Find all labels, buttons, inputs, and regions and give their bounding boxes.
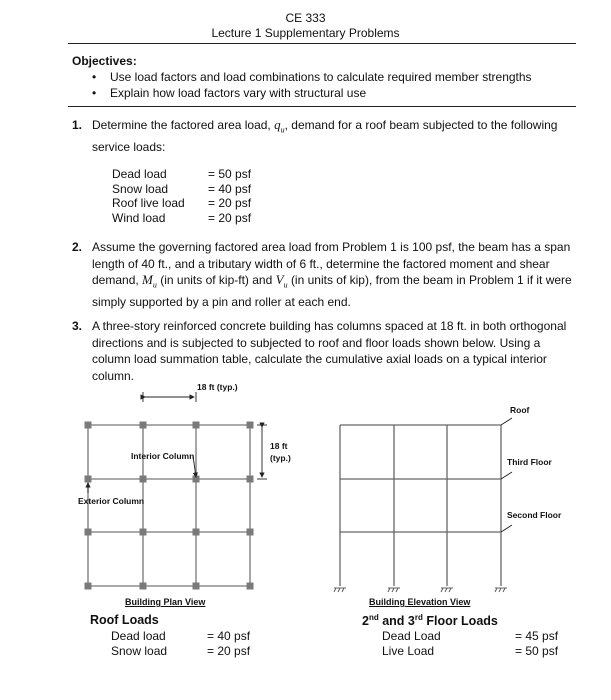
document-title: CE 333 [285, 11, 326, 25]
problem-2: 2. Assume the governing factored area load from Problem 1 is 100 psf, the beam has a span length of 40 ft., and a tributary width of 6 ft., determine the factored moment and shear demand, $M_u$ (in units of kip-ft) and $V_u$ (in units of kip), from the beam in Problem 1 if it were simply supported by a pin and roller at each end. [72, 240, 572, 310]
problem-1: 1. Determine the factored area load, $q_u$, demand for a roof beam subjected to the following service loads: [72, 117, 558, 155]
objectives-title: Objectives: [72, 54, 137, 68]
floor-load-value: = 45 psf [515, 629, 559, 643]
roof-load-name: Snow load [111, 644, 168, 658]
floor-loads-title: 2nd and 3rd Floor Loads [362, 613, 498, 629]
q-symbol: $q_u$ [274, 117, 285, 135]
floor-load-name: Live Load [382, 644, 435, 658]
second-floor-label: Second Floor [507, 510, 562, 520]
load-value: = 50 psf [208, 167, 252, 181]
load-value: = 40 psf [208, 181, 252, 196]
elevation-frame [340, 425, 501, 586]
problem-number: 3. [72, 319, 83, 333]
exterior-column-label: Exterior Column [78, 496, 145, 506]
document-subtitle: Lecture 1 Supplementary Problems [211, 26, 400, 40]
load-name: Dead load [112, 167, 167, 181]
fixed-supports [334, 588, 507, 592]
roof-loads-title: Roof Loads [90, 613, 159, 627]
problem-number: 2. [72, 240, 83, 254]
roof-load-value: = 20 psf [207, 644, 251, 658]
objective-item: • Use load factors and load combinations to calculate required member strengths [92, 70, 532, 84]
load-name: Wind load [112, 210, 166, 225]
plan-spacing-label-side: 18 ft [270, 441, 288, 451]
third-floor-label: Third Floor [507, 457, 552, 467]
load-name: Snow load [112, 181, 169, 196]
roof-load-value: = 40 psf [207, 629, 251, 643]
load-value: = 20 psf [208, 210, 252, 225]
load-name: Roof live load [112, 196, 185, 210]
load-value: = 20 psf [208, 196, 252, 210]
v-symbol: $V_u$ [275, 272, 288, 290]
floor-load-value: = 50 psf [515, 644, 559, 658]
problem-number: 1. [72, 118, 83, 132]
roof-label: Roof [510, 405, 530, 415]
m-symbol: $M_u$ [142, 272, 157, 290]
interior-column-label: Interior Column [131, 451, 195, 461]
problem-3: 3. A three-story reinforced concrete building has columns spaced at 18 ft. in both orthogonal directions and is subjected to subjected to roof and floor loads shown below. Using a column load summation table, calculate the cumulative axial loads on a typical interior column. [72, 319, 567, 383]
floor-load-name: Dead Load [382, 629, 441, 643]
roof-load-name: Dead load [111, 629, 166, 643]
plan-caption: Building Plan View [125, 597, 206, 607]
plan-spacing-label-typ: (typ.) [270, 453, 291, 463]
plan-spacing-label: 18 ft (typ.) [197, 382, 238, 392]
plan-dimensions [88, 392, 267, 493]
elevation-caption: Building Elevation View [369, 597, 471, 607]
objective-item: • Explain how load factors vary with structural use [92, 86, 367, 100]
